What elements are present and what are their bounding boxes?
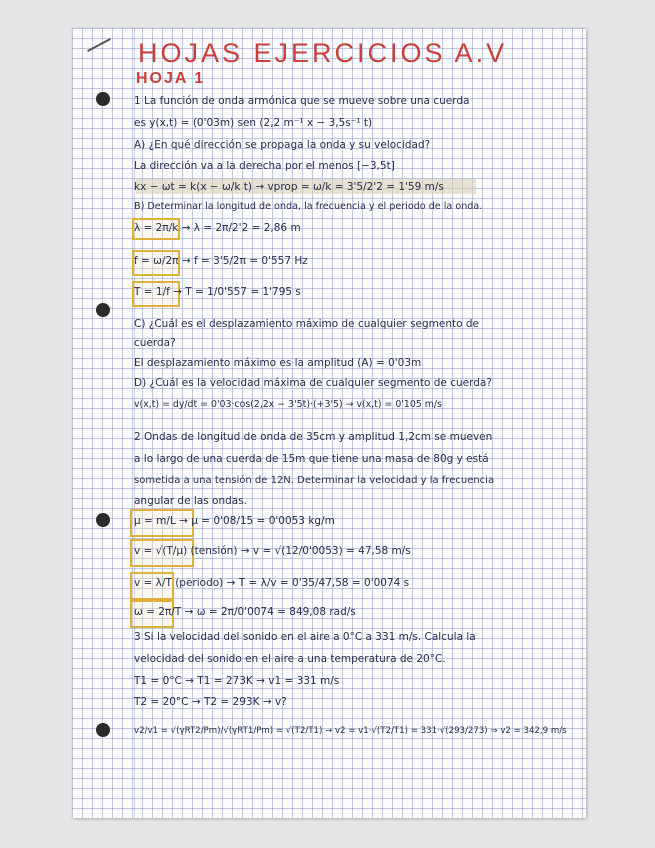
text-line-18: angular de las ondas. xyxy=(134,495,248,507)
text-line-20: v = √(T/μ) (tensión) → v = √(12/0'0053) = 47,58 m/s xyxy=(134,545,411,557)
notebook-page xyxy=(72,28,586,818)
text-line-16: a lo largo de una cuerda de 15m que tiene una masa de 80g y está xyxy=(134,453,489,465)
text-line-4: La dirección va a la derecha por el menos [−3,5t] xyxy=(134,160,395,172)
text-line-19: μ = m/L → μ = 0'08/15 = 0'0053 kg/m xyxy=(134,515,335,527)
page-subtitle: HOJA 1 xyxy=(136,70,206,87)
text-line-24: velocidad del sonido en el aire a una temperatura de 20°C. xyxy=(134,653,446,665)
binder-hole-2 xyxy=(96,303,110,317)
text-line-27: v2/v1 = √(γRT2/Pm)/√(γRT1/Pm) = √(T2/T1) → v2 = v1·√(T2/T1) = 331·√(293/273) ⇒ v2 = 342,9 m/s xyxy=(134,726,567,736)
text-line-12: El desplazamiento máximo es la amplitud (A) = 0'03m xyxy=(134,357,422,369)
text-line-2: es y(x,t) = (0'03m) sen (2,2 m⁻¹ x − 3,5s⁻¹ t) xyxy=(134,117,373,129)
text-line-21: v = λ/T (periodo) → T = λ/v = 0'35/47,58 = 0'0074 s xyxy=(134,577,410,589)
text-line-10: C) ¿Cuál es el desplazamiento máximo de cualquier segmento de xyxy=(134,318,480,330)
text-line-17: sometida a una tensión de 12N. Determinar la velocidad y la frecuencia xyxy=(134,475,495,486)
text-line-5: kx − ωt = k(x − ω/k t) → vprop = ω/k = 3'5/2'2 = 1'59 m/s xyxy=(134,181,444,193)
text-line-9: T = 1/f → T = 1/0'557 = 1'795 s xyxy=(134,286,301,298)
text-line-26: T2 = 20°C → T2 = 293K → v? xyxy=(134,696,287,708)
page-tear xyxy=(87,38,111,52)
page-title: HOJAS EJERCICIOS A.V xyxy=(138,38,508,68)
text-line-8: f = ω/2π → f = 3'5/2π = 0'557 Hz xyxy=(134,255,308,267)
text-line-22: ω = 2π/T → ω = 2π/0'0074 = 849,08 rad/s xyxy=(134,606,356,618)
text-line-11: cuerda? xyxy=(134,337,176,349)
text-line-1: 1 La función de onda armónica que se mueve sobre una cuerda xyxy=(134,95,470,107)
binder-hole-3 xyxy=(96,513,110,527)
text-line-14: v(x,t) = dy/dt = 0'03·cos(2,2x − 3'5t)·(+3'5) → v(x,t) = 0'105 m/s xyxy=(134,399,442,410)
text-line-3: A) ¿En qué dirección se propaga la onda y su velocidad? xyxy=(134,139,431,151)
text-line-7: λ = 2π/k → λ = 2π/2'2 = 2,86 m xyxy=(134,222,301,234)
text-line-25: T1 = 0°C → T1 = 273K → v1 = 331 m/s xyxy=(134,675,340,687)
text-line-15: 2 Ondas de longitud de onda de 35cm y amplitud 1,2cm se mueven xyxy=(134,431,493,443)
text-line-13: D) ¿Cuál es la velocidad máxima de cualquier segmento de cuerda? xyxy=(134,377,492,389)
text-line-23: 3 Si la velocidad del sonido en el aire a 0°C a 331 m/s. Calcula la xyxy=(134,631,476,643)
binder-hole-4 xyxy=(96,723,110,737)
text-line-6: B) Determinar la longitud de onda, la frecuencia y el periodo de la onda. xyxy=(134,201,483,212)
binder-hole-1 xyxy=(96,92,110,106)
